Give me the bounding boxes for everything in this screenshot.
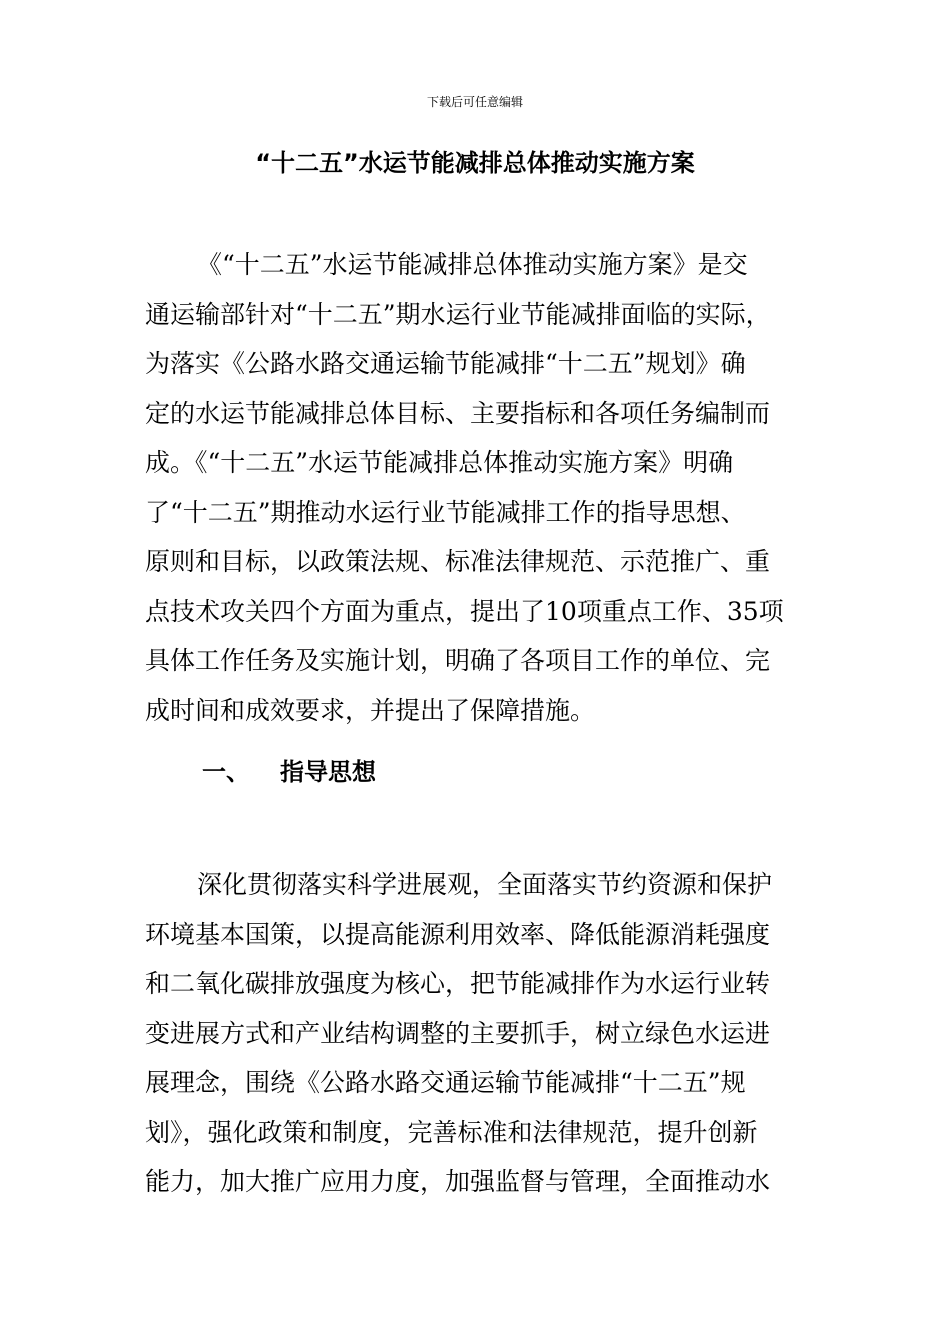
paragraph-line: 成。《“十二五”水运节能减排总体推动实施方案》明确 — [145, 448, 734, 477]
document-title: “十二五”水运节能减排总体推动实施方案 — [255, 149, 695, 177]
header-note: 下载后可任意编辑 — [426, 95, 523, 109]
paragraph-line: 通运输部针对“十二五”期水运行业节能减排面临的实际， — [145, 299, 771, 329]
section-heading — [202, 752, 376, 792]
guiding-paragraph — [145, 860, 815, 1207]
section-number: 一、 — [202, 758, 250, 786]
paragraph-line: 能力，加大推广应用力度，加强监督与管理，全面推动水 — [145, 1167, 771, 1196]
paragraph-line: 了“十二五”期推动水运行业节能减排工作的指导思想、 — [145, 497, 746, 527]
paragraph-line: 原则和目标，以政策法规、标准法律规范、示范推广、重 — [145, 547, 771, 576]
paragraph-line: 定的水运节能减排总体目标、主要指标和各项任务编制而 — [145, 398, 771, 428]
paragraph-line: 具体工作任务及实施计划，明确了各项目工作的单位、完 — [145, 646, 771, 675]
paragraph-line: 划》，强化政策和制度，完善标准和法律规范，提升创新 — [145, 1117, 758, 1147]
paragraph-line: 展理念，围绕《公路水路交通运输节能减排“十二五”规 — [145, 1068, 746, 1097]
section-title: 指导思想 — [280, 758, 376, 786]
paragraph-line: 变进展方式和产业结构调整的主要抓手，树立绿色水运进 — [145, 1018, 771, 1048]
paragraph-line: 点技术攻关四个方面为重点，提出了10项重点工作、35项 — [145, 596, 784, 626]
intro-paragraph — [145, 240, 815, 735]
paragraph-line: 《“十二五”水运节能减排总体推动实施方案》是交 — [197, 250, 748, 279]
paragraph-line: 成时间和成效要求，并提出了保障措施。 — [145, 695, 596, 725]
paragraph-line: 深化贯彻落实科学进展观，全面落实节约资源和保护 — [197, 870, 773, 899]
paragraph-line: 和二氧化碳排放强度为核心，把节能减排作为水运行业转 — [145, 969, 771, 998]
paragraph-line: 为落实《公路水路交通运输节能减排“十二五”规划》确 — [145, 349, 746, 378]
paragraph-line: 环境基本国策，以提高能源利用效率、降低能源消耗强度 — [145, 919, 771, 949]
